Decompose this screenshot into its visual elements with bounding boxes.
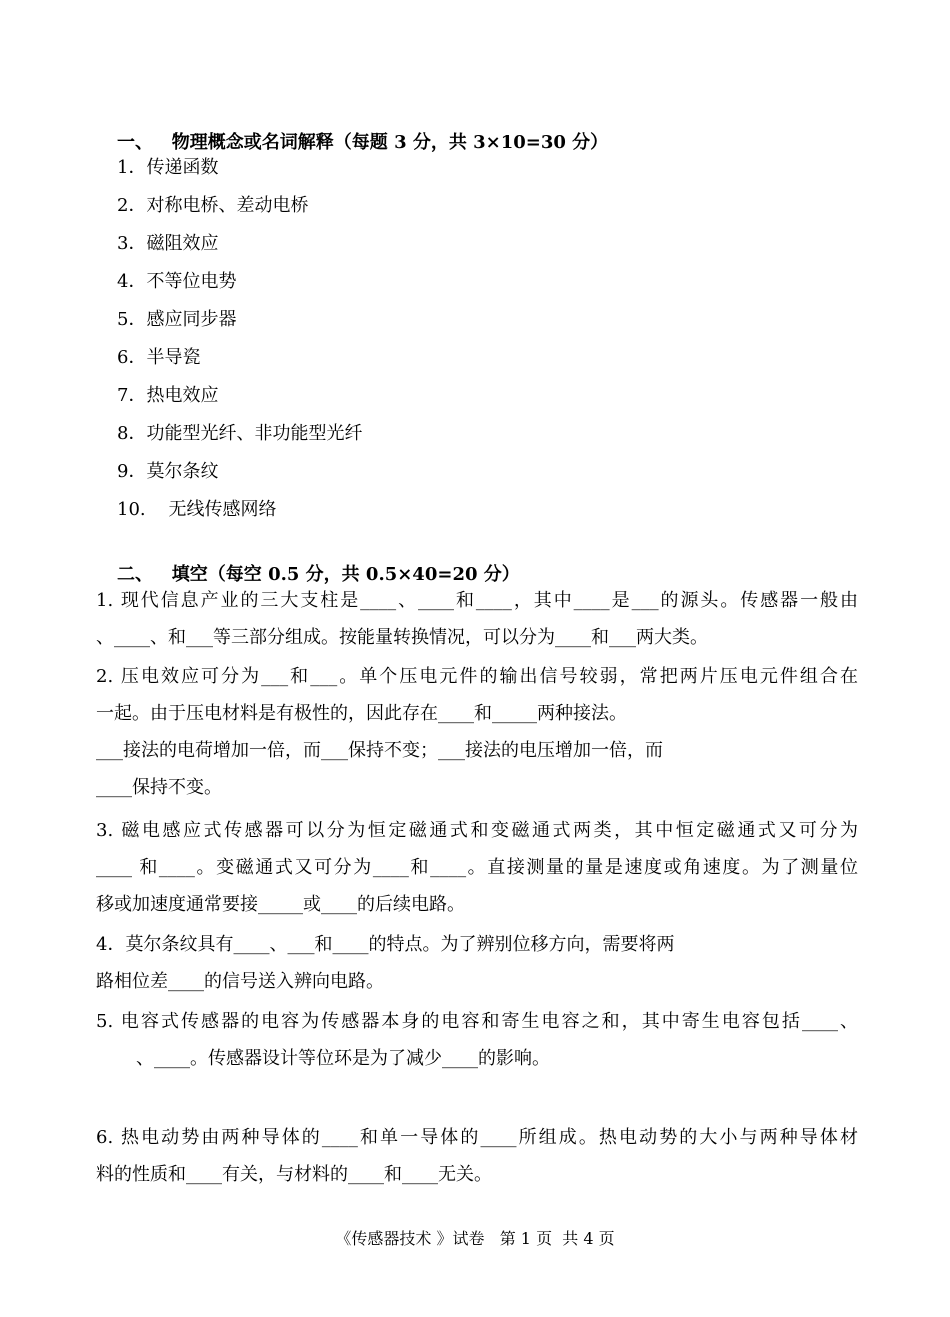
section-2-heading: 二、 填空（每空 0.5 分，共 0.5×40=20 分） <box>117 564 520 585</box>
list-item: 2．对称电桥、差动电桥 <box>117 195 309 216</box>
question-6 <box>96 1119 858 1193</box>
question-line: 3. 磁电感应式传感器可以分为恒定磁通式和变磁通式两类，其中恒定磁通式又可分为 <box>96 820 858 841</box>
page-footer: 《传感器技术 》试卷 第 1 页 共 4 页 <box>335 1229 615 1248</box>
question-line: 1. 现代信息产业的三大支柱是____、____和____，其中____是___的源头。传感器一般由 <box>96 590 858 611</box>
question-2 <box>96 658 858 806</box>
question-line: 4．莫尔条纹具有____、___和____的特点。为了辨别位移方向，需要将两 <box>96 934 675 955</box>
question-1 <box>96 582 858 656</box>
question-line: ____保持不变。 <box>96 777 222 798</box>
question-3 <box>96 812 858 923</box>
question-line: 、____。传感器设计等位环是为了减少____的影响。 <box>96 1048 551 1069</box>
list-item: 5．感应同步器 <box>117 309 237 330</box>
question-5 <box>96 1003 858 1077</box>
list-item: 3．磁阻效应 <box>117 233 219 254</box>
question-line: 移或加速度通常要接_____或____的后续电路。 <box>96 894 465 915</box>
question-line: ___接法的电荷增加一倍，而___保持不变；___接法的电压增加一倍，而 <box>96 740 663 761</box>
question-line: 、____、和___等三部分组成。按能量转换情况，可以分为____和___两大类。 <box>96 627 708 648</box>
question-4 <box>96 926 858 1000</box>
list-item: 8．功能型光纤、非功能型光纤 <box>117 423 363 444</box>
list-item: 10. 无线传感网络 <box>117 499 277 520</box>
section-1-heading: 一、 物理概念或名词解释（每题 3 分，共 3×10=30 分） <box>117 132 609 153</box>
question-line: 路相位差____的信号送入辨向电路。 <box>96 971 384 992</box>
question-line: 6. 热电动势由两种导体的____和单一导体的____所组成。热电动势的大小与两种导体材 <box>96 1127 858 1148</box>
list-item: 6．半导瓷 <box>117 347 201 368</box>
list-item: 1．传递函数 <box>117 157 219 178</box>
question-line: 一起。由于压电材料是有极性的，因此存在____和_____两种接法。 <box>96 703 627 724</box>
list-item: 7．热电效应 <box>117 385 219 406</box>
question-line: 2. 压电效应可分为___和___。单个压电元件的输出信号较弱，常把两片压电元件组合在 <box>96 666 858 687</box>
term-list <box>117 150 362 530</box>
question-line: 料的性质和____有关，与材料的____和____无关。 <box>96 1164 492 1185</box>
question-line: ____ 和____。变磁通式又可分为____和____。直接测量的量是速度或角速度。为了测量位 <box>96 857 858 878</box>
list-item: 4．不等位电势 <box>117 271 237 292</box>
list-item: 9．莫尔条纹 <box>117 461 219 482</box>
question-line: 5. 电容式传感器的电容为传感器本身的电容和寄生电容之和，其中寄生电容包括____、 <box>96 1011 858 1032</box>
